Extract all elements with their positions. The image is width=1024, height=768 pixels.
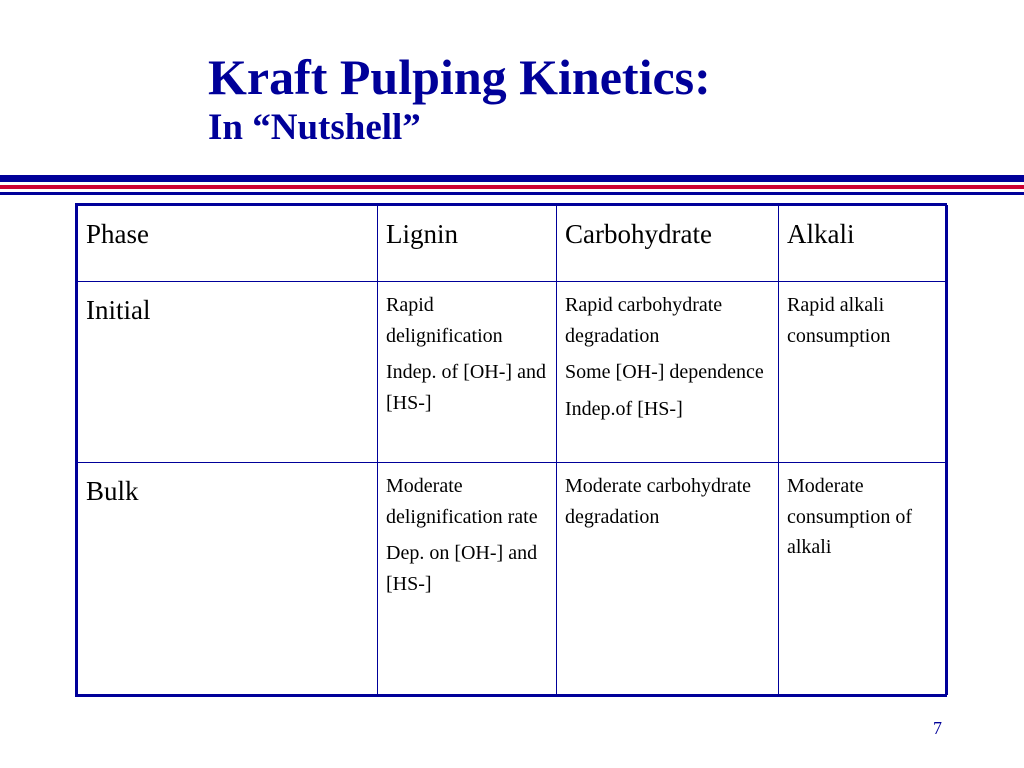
cell-bulk-alkali [779, 463, 948, 695]
divider-blue-top [0, 175, 1024, 182]
kinetics-table [75, 203, 947, 697]
cell-text: Rapid alkali consumption [787, 294, 891, 347]
cell-text: Indep. of [OH-] and [HS-] [386, 361, 546, 414]
cell-bulk-lignin [378, 463, 557, 695]
slide-title: Kraft Pulping Kinetics: [208, 49, 711, 105]
cell-text: Moderate carbohydrate degradation [565, 475, 752, 528]
cell-text: Moderate consumption of alkali [787, 475, 912, 558]
header-phase: Phase [78, 206, 378, 282]
cell-text: Indep.of [HS-] [565, 397, 683, 420]
header-alkali: Alkali [779, 206, 948, 282]
cell-text: Dep. on [OH-] and [HS-] [386, 542, 538, 595]
cell-text: Some [OH-] dependence [565, 361, 764, 383]
cell-initial-alkali [779, 282, 948, 463]
cell-initial-lignin [378, 282, 557, 463]
divider-blue-bottom [0, 192, 1024, 195]
slide-subtitle: In “Nutshell” [208, 107, 421, 148]
table-row-initial [78, 282, 948, 463]
header-carbohydrate: Carbohydrate [557, 206, 779, 282]
header-lignin: Lignin [378, 206, 557, 282]
cell-text: Rapid delignification [386, 294, 503, 347]
phase-initial: Initial [78, 282, 378, 463]
slide-title-block [208, 48, 711, 150]
cell-text: Moderate delignification rate [386, 475, 538, 528]
title-divider-rules [0, 175, 1024, 195]
table-header-row [78, 206, 948, 282]
cell-text: Rapid carbohydrate degradation [565, 294, 723, 347]
kinetics-table-grid [77, 205, 948, 695]
page-number: 7 [933, 718, 942, 738]
cell-initial-carbohydrate [557, 282, 779, 463]
phase-bulk: Bulk [78, 463, 378, 695]
cell-bulk-carbohydrate [557, 463, 779, 695]
table-row-bulk [78, 463, 948, 695]
